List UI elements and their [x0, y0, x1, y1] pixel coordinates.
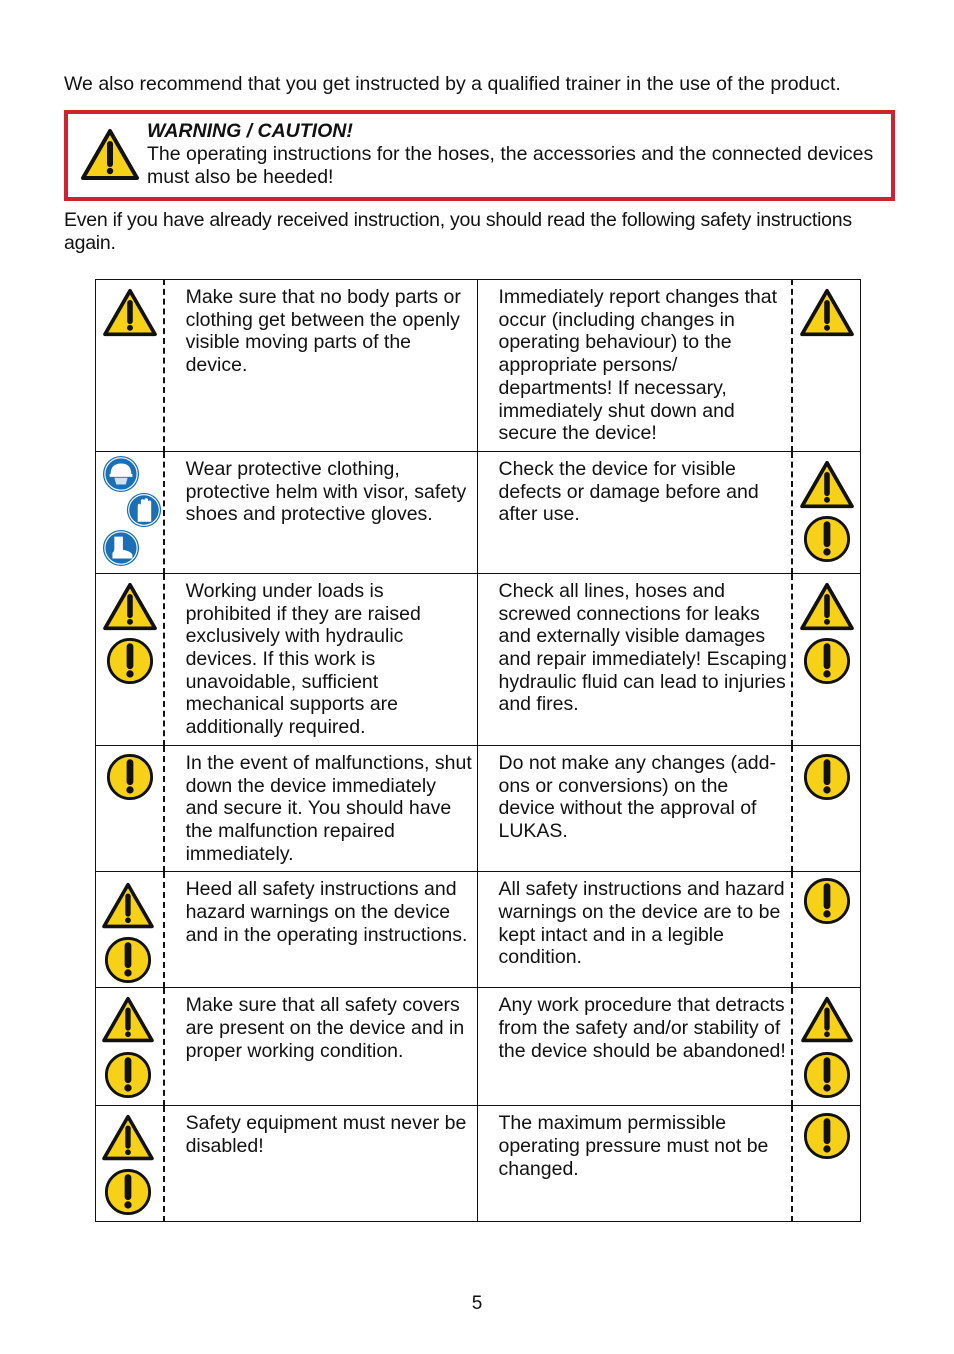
warning-triangle-icon	[799, 996, 855, 1044]
instruction-text: Wear protective clothing, protective helm with visor, safety shoes and protective gloves.	[185, 457, 467, 526]
instruction-text: Safety equipment must never be disabled!	[185, 1112, 467, 1158]
intro-text: We also recommend that you get instructed by a qualified trainer in the use of the product.	[64, 73, 841, 95]
icon-cell-left	[96, 451, 164, 573]
warning-triangle-icon	[102, 582, 158, 632]
instruction-text: Check all lines, hoses and screwed connections for leaks and externally visible damages and repair immediately! Escaping hydraulic fluid can lead to injuries and fires.	[498, 579, 787, 716]
instruction-text: Immediately report changes that occur (including changes in operating behaviour) to the appropriate persons/ departments! If necessary, immediately shut down and secure the device!	[498, 286, 778, 445]
warning-title: WARNING / CAUTION!	[147, 120, 353, 142]
page-number: 5	[471, 1293, 483, 1314]
instruction-text: In the event of malfunctions, shut down the device immediately and secure it. You should have the malfunction repaired immediately.	[185, 751, 472, 865]
instruction-text: Do not make any changes (add-ons or conversions) on the device without the approval of LUKAS.	[498, 751, 776, 842]
instruction-text: Heed all safety instructions and hazard warnings on the device and in the operating instructions.	[185, 878, 468, 946]
exclamation-icon	[106, 753, 154, 801]
warning-box	[64, 110, 895, 201]
table-row	[96, 1106, 861, 1222]
icon-cell-right	[792, 872, 860, 988]
warning-triangle-icon	[799, 460, 855, 510]
exclamation-icon	[104, 1051, 152, 1099]
instruction-text: Check the device for visible defects or damage before and after use.	[498, 457, 759, 526]
icon-cell-left	[96, 745, 164, 872]
table-row	[96, 872, 861, 988]
icon-cell-left	[96, 1106, 164, 1222]
icon-cell-right	[792, 451, 860, 573]
instruction-text: Make sure that no body parts or clothing get between the openly visible moving parts of the device.	[185, 286, 461, 377]
exclamation-icon	[803, 515, 851, 563]
exclamation-icon	[803, 1112, 851, 1160]
warning-triangle-icon	[100, 1114, 156, 1162]
exclamation-icon	[104, 936, 152, 984]
exclamation-icon	[104, 1168, 152, 1216]
warning-triangle-icon	[100, 882, 156, 930]
warning-text: The operating instructions for the hoses, the accessories and the connected devices must also be heeded!	[147, 143, 874, 188]
table-row	[96, 280, 861, 452]
warning-triangle-icon	[799, 288, 855, 338]
icon-cell-right	[792, 573, 860, 745]
table-row	[96, 745, 861, 872]
intro2-text: Even if you have already received instruction, you should read the following safety instructions again.	[64, 209, 852, 254]
warning-triangle-icon	[80, 128, 140, 182]
table-row	[96, 988, 861, 1106]
exclamation-icon	[803, 877, 851, 925]
instruction-text: Any work procedure that detracts from the safety and/or stability of the device should be abandoned!	[498, 994, 786, 1062]
warning-triangle-icon	[102, 288, 158, 338]
icon-cell-right	[792, 988, 860, 1106]
icon-cell-left	[96, 872, 164, 988]
instruction-text: Make sure that all safety covers are present on the device and in proper working condition.	[185, 994, 465, 1062]
instruction-text: The maximum permissible operating pressure must not be changed.	[498, 1112, 769, 1180]
table-row	[96, 573, 861, 745]
icon-cell-left	[96, 280, 164, 452]
exclamation-icon	[803, 1051, 851, 1099]
table-row	[96, 451, 861, 573]
icon-cell-right	[792, 745, 860, 872]
warning-triangle-icon	[799, 582, 855, 632]
helmet-visor-icon	[102, 455, 140, 493]
icon-cell-left	[96, 988, 164, 1106]
warning-triangle-icon	[100, 996, 156, 1044]
exclamation-icon	[803, 753, 851, 801]
safety-shoes-icon	[102, 529, 140, 567]
exclamation-icon	[803, 637, 851, 685]
exclamation-icon	[106, 637, 154, 685]
instruction-text: Working under loads is prohibited if they are raised exclusively with hydraulic devices. If this work is unavoidable, sufficient mechanical supports are additionally required.	[185, 579, 421, 739]
protective-gloves-icon	[126, 492, 162, 528]
icon-cell-right	[792, 1106, 860, 1222]
instruction-text: All safety instructions and hazard warnings on the device are to be kept intact and in a legible condition.	[498, 878, 785, 969]
safety-instructions-table	[95, 279, 861, 1222]
icon-cell-right	[792, 280, 860, 452]
icon-cell-left	[96, 573, 164, 745]
